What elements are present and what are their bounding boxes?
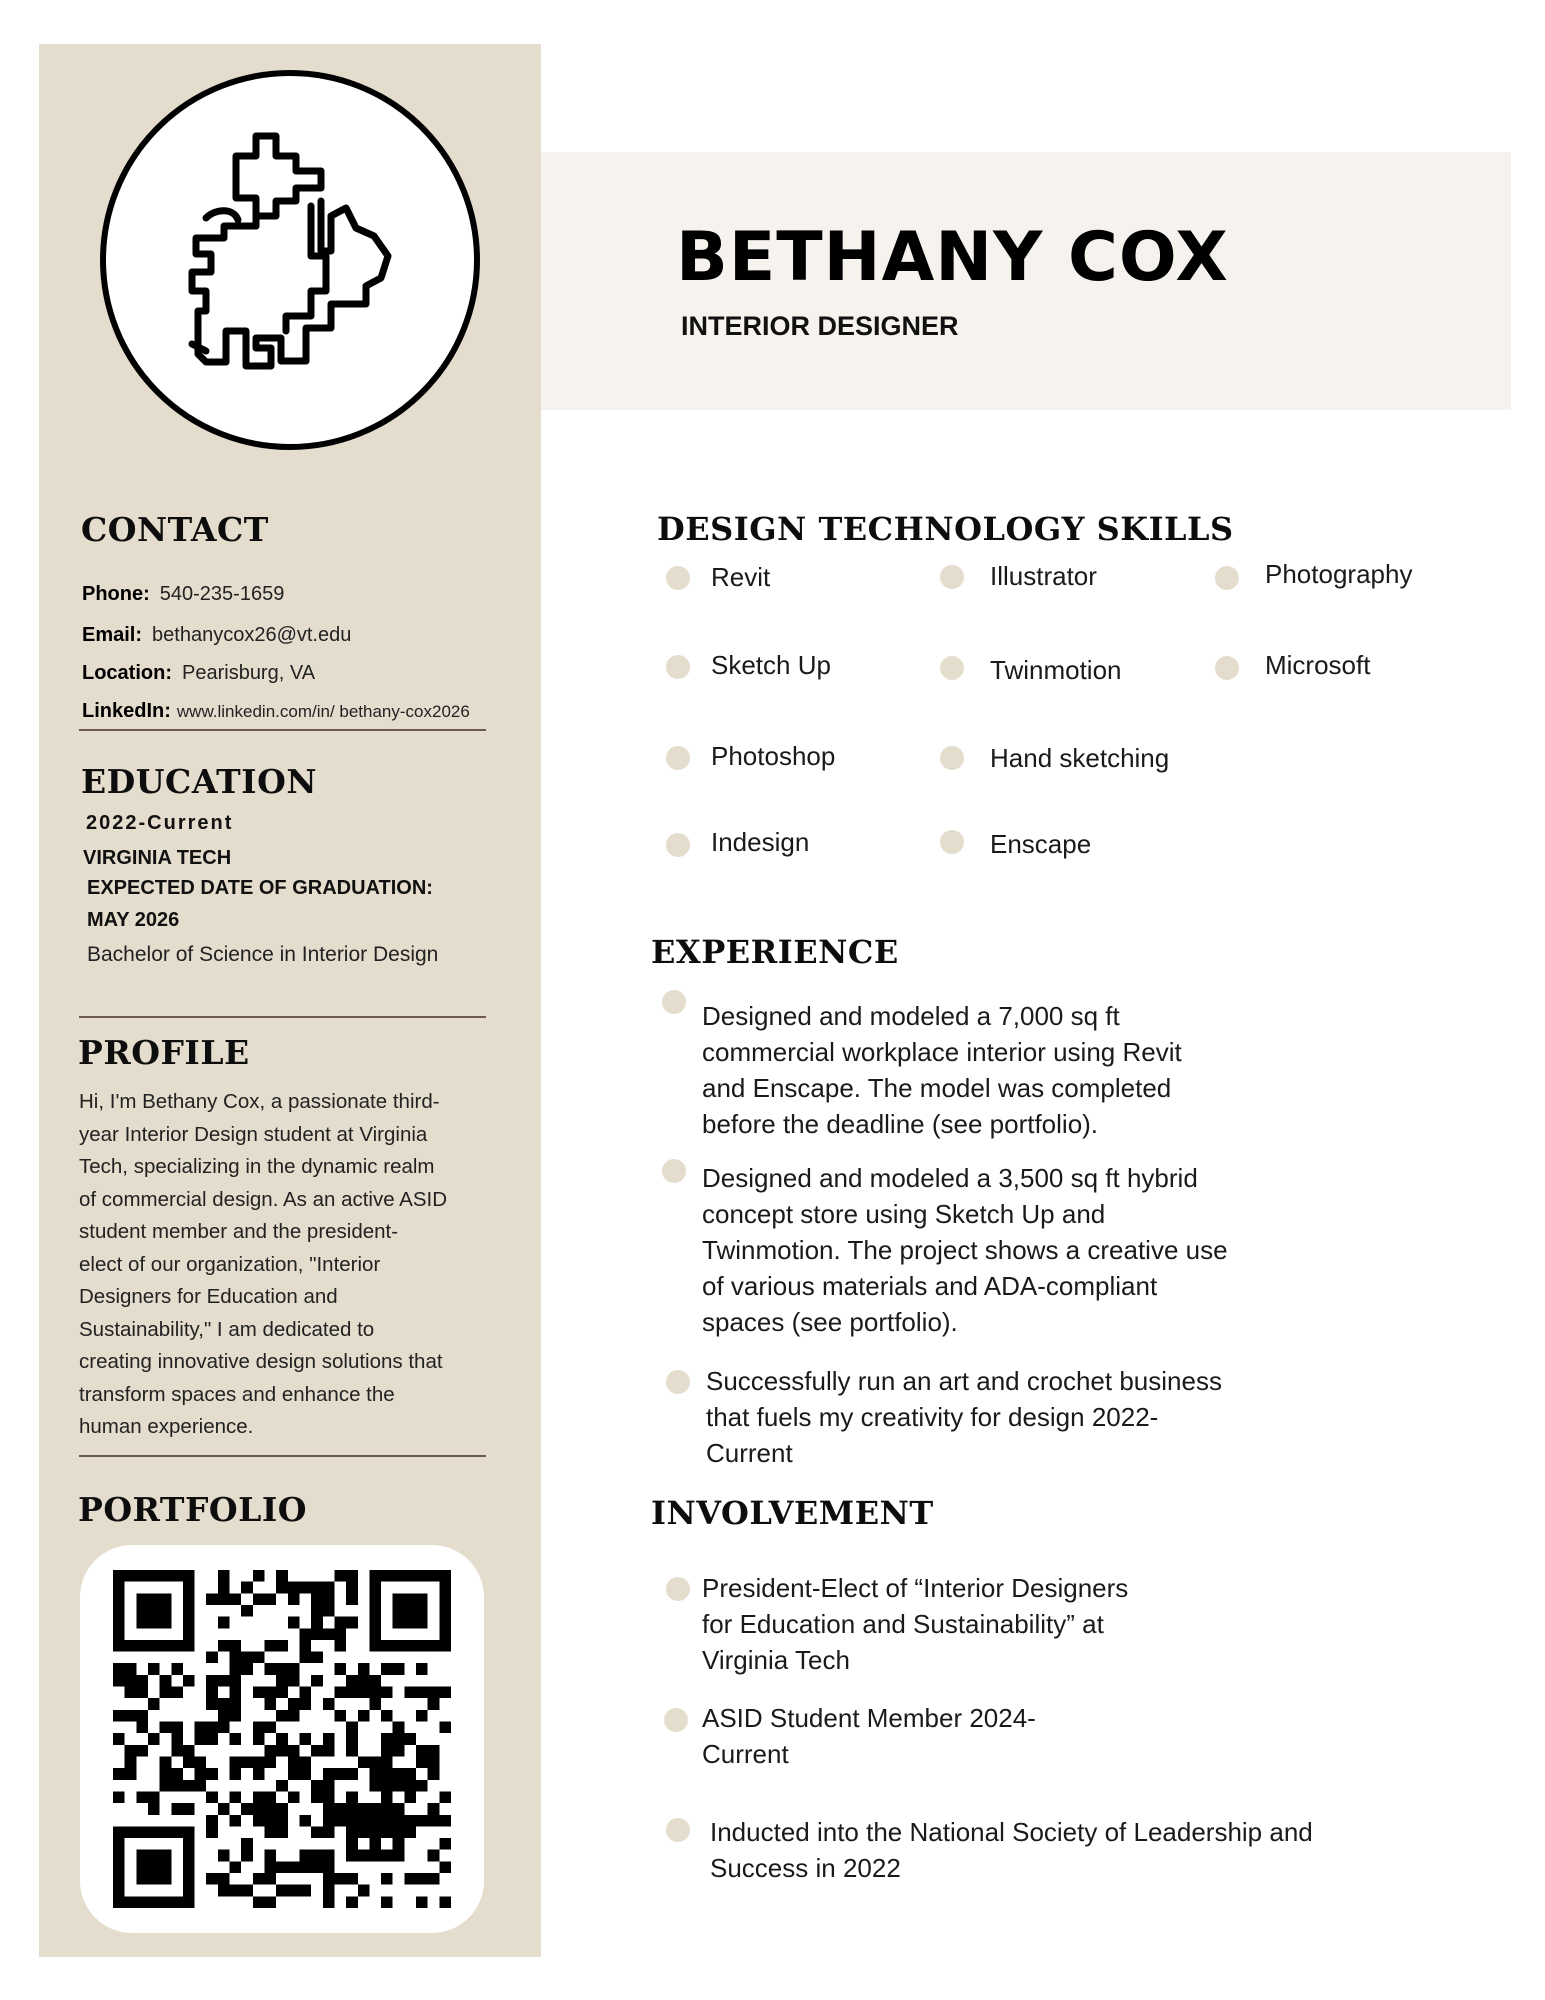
contact-linkedin-row <box>82 700 470 723</box>
skill-bullet <box>1215 566 1239 590</box>
contact-heading: CONTACT <box>81 510 269 549</box>
involvement-line: Success in 2022 <box>710 1853 901 1883</box>
education-divider <box>79 1016 486 1018</box>
qr-code-icon[interactable] <box>113 1570 451 1908</box>
education-expected-date: MAY 2026 <box>87 909 180 931</box>
profile-line: Designers for Education and <box>79 1285 338 1308</box>
experience-item <box>702 1160 1228 1340</box>
involvement-bullet <box>666 1577 690 1601</box>
linkedin-value[interactable]: www.linkedin.com/in/ bethany-cox2026 <box>176 702 470 721</box>
involvement-item <box>702 1570 1128 1678</box>
education-degree: Bachelor of Science in Interior Design <box>87 943 439 966</box>
experience-line: and Enscape. The model was completed <box>702 1073 1172 1103</box>
experience-line: concept store using Sketch Up and <box>702 1199 1106 1229</box>
skill-bullet <box>666 746 690 770</box>
email-value[interactable]: bethanycox26@vt.edu <box>152 624 352 646</box>
skill-revit: Revit <box>711 562 771 592</box>
profile-line: student member and the president- <box>79 1220 399 1243</box>
linkedin-label: LinkedIn: <box>82 700 171 722</box>
experience-heading: EXPERIENCE <box>651 933 899 971</box>
experience-item <box>702 998 1182 1142</box>
skill-bullet <box>666 566 690 590</box>
phone-value: 540-235-1659 <box>159 583 285 605</box>
skill-sketch-up: Sketch Up <box>711 650 831 680</box>
location-label: Location: <box>82 662 172 684</box>
skill-illustrator: Illustrator <box>990 561 1097 591</box>
skill-bullet <box>940 830 964 854</box>
involvement-line: Virginia Tech <box>702 1645 850 1675</box>
skill-hand-sketching: Hand sketching <box>990 743 1170 773</box>
education-school: VIRGINIA TECH <box>83 847 232 869</box>
involvement-bullet <box>664 1708 688 1732</box>
profile-line: of commercial design. As an active ASID <box>79 1187 448 1211</box>
experience-line: that fuels my creativity for design 2022- <box>706 1402 1159 1432</box>
experience-line: Twinmotion. The project shows a creative use <box>702 1235 1228 1265</box>
education-heading: EDUCATION <box>81 762 318 801</box>
involvement-line: President-Elect of “Interior Designers <box>702 1573 1129 1603</box>
abstract-line-drawing-logo-icon <box>100 70 480 450</box>
experience-item <box>706 1363 1222 1471</box>
education-expected-label: EXPECTED DATE OF GRADUATION: <box>87 877 433 899</box>
skill-bullet <box>1215 656 1239 680</box>
experience-line: commercial workplace interior using Revit <box>702 1037 1182 1067</box>
profile-line: Sustainability," I am dedicated to <box>79 1317 375 1341</box>
experience-line: Designed and modeled a 3,500 sq ft hybrid <box>702 1163 1198 1193</box>
profile-text <box>79 1086 499 1444</box>
profile-divider <box>79 1455 486 1457</box>
skill-bullet <box>940 746 964 770</box>
experience-line: spaces (see portfolio). <box>702 1307 958 1337</box>
candidate-role: INTERIOR DESIGNER <box>681 311 959 341</box>
contact-location-row <box>82 662 315 685</box>
candidate-name: BETHANY COX <box>676 218 1229 297</box>
profile-line: year Interior Design student at Virginia <box>79 1122 428 1146</box>
experience-bullet <box>662 1159 686 1183</box>
experience-line: Successfully run an art and crochet business <box>706 1366 1222 1396</box>
involvement-line: for Education and Sustainability” at <box>702 1609 1104 1639</box>
experience-line: Current <box>706 1438 793 1468</box>
skill-photoshop: Photoshop <box>711 741 836 771</box>
skills-heading: DESIGN TECHNOLOGY SKILLS <box>657 510 1234 548</box>
portfolio-qr-container[interactable] <box>80 1545 484 1933</box>
involvement-line: ASID Student Member 2024- <box>702 1703 1036 1733</box>
profile-line: Tech, specializing in the dynamic realm <box>79 1155 435 1178</box>
experience-bullet <box>662 990 686 1014</box>
involvement-item <box>702 1700 1036 1772</box>
contact-email-row <box>82 624 351 647</box>
location-value: Pearisburg, VA <box>182 662 316 684</box>
profile-line: transform spaces and enhance the <box>79 1382 395 1406</box>
profile-line: elect of our organization, "Interior <box>79 1252 381 1276</box>
profile-line: human experience. <box>79 1415 254 1438</box>
involvement-line: Current <box>702 1739 789 1769</box>
skill-bullet <box>666 655 690 679</box>
involvement-item <box>710 1814 1313 1886</box>
profile-heading: PROFILE <box>78 1033 250 1072</box>
involvement-bullet <box>666 1818 690 1842</box>
skill-bullet <box>940 656 964 680</box>
phone-label: Phone: <box>82 583 150 605</box>
skill-bullet <box>666 833 690 857</box>
experience-line: Designed and modeled a 7,000 sq ft <box>702 1001 1120 1031</box>
email-label: Email: <box>82 624 143 646</box>
experience-line: of various materials and ADA-compliant <box>702 1271 1158 1301</box>
profile-line: Hi, I'm Bethany Cox, a passionate third- <box>79 1090 440 1113</box>
skill-indesign: Indesign <box>711 827 810 857</box>
education-years: 2022-Current <box>86 812 234 834</box>
skill-photography: Photography <box>1265 559 1413 589</box>
portfolio-heading: PORTFOLIO <box>78 1490 308 1529</box>
experience-line: before the deadline (see portfolio). <box>702 1109 1099 1139</box>
involvement-line: Inducted into the National Society of Leadership and <box>710 1817 1313 1847</box>
skill-bullet <box>940 565 964 589</box>
skill-microsoft: Microsoft <box>1265 650 1371 680</box>
experience-bullet <box>666 1370 690 1394</box>
involvement-heading: INVOLVEMENT <box>651 1494 934 1532</box>
skill-twinmotion: Twinmotion <box>990 655 1122 685</box>
contact-divider <box>79 729 486 731</box>
skill-enscape: Enscape <box>990 829 1092 859</box>
contact-phone-row <box>82 583 284 606</box>
profile-line: creating innovative design solutions that <box>79 1350 443 1373</box>
